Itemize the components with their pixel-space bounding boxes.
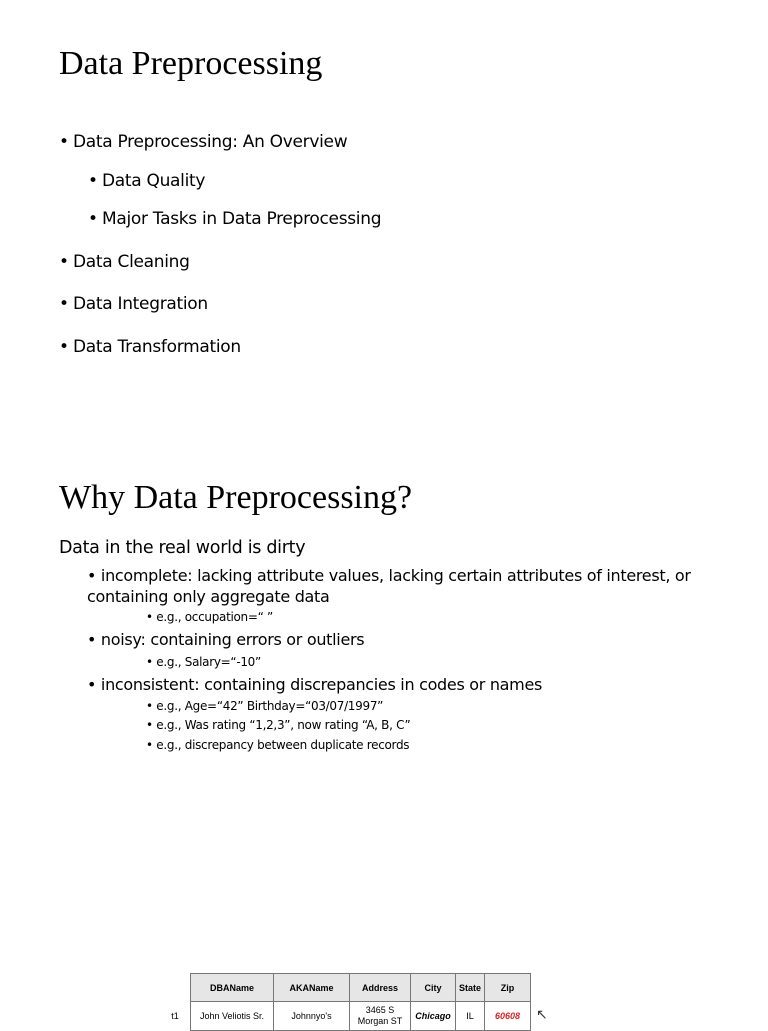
- header-dbaname: DBAName: [191, 974, 274, 1002]
- inconsistent-example-rating: • e.g., Was rating “1,2,3”, now rating “A, B, C”: [146, 718, 411, 732]
- cell-city: Chicago: [411, 1002, 456, 1031]
- bullet-data-integration: • Data Integration: [59, 294, 208, 314]
- inconsistent-example-age: • e.g., Age=“42” Birthday=“03/07/1997”: [146, 699, 384, 713]
- bullet-data-transformation: • Data Transformation: [59, 337, 241, 357]
- noisy-example: • e.g., Salary=“-10”: [146, 655, 261, 669]
- header-address: Address: [350, 974, 411, 1002]
- table-header-row: [160, 974, 531, 1002]
- bullet-dot: •: [88, 171, 98, 191]
- bullet-overview: • Data Preprocessing: An Overview: [59, 132, 348, 152]
- bullet-dot: •: [88, 209, 98, 229]
- table-row: [160, 1002, 531, 1031]
- cell-state: IL: [456, 1002, 485, 1031]
- header-zip: Zip: [485, 974, 531, 1002]
- inconsistent-item: • inconsistent: containing discrepancies in codes or names: [87, 675, 543, 694]
- slide2-title: Why Data Preprocessing?: [59, 479, 413, 516]
- header-city: City: [411, 974, 456, 1002]
- cell-dbaname: John Veliotis Sr.: [191, 1002, 274, 1031]
- dirty-data-heading: Data in the real world is dirty: [59, 538, 306, 558]
- bullet-dot: •: [59, 252, 69, 272]
- cell-zip: 60608: [485, 1002, 531, 1031]
- row-id-header: [160, 974, 191, 1002]
- incomplete-example: • e.g., occupation=“ ”: [146, 610, 273, 624]
- bullet-dot: •: [59, 337, 69, 357]
- bullet-major-tasks: • Major Tasks in Data Preprocessing: [88, 209, 382, 229]
- records-table: [160, 973, 531, 1031]
- incomplete-item: • incomplete: lacking attribute values, lacking certain attributes of interest, or containing only aggregate data: [87, 566, 691, 606]
- bullet-dot: •: [59, 294, 69, 314]
- bullet-data-cleaning: • Data Cleaning: [59, 252, 190, 272]
- bullet-data-quality: • Data Quality: [88, 171, 206, 191]
- arrow-icon: ↖: [536, 1006, 548, 1022]
- header-state: State: [456, 974, 485, 1002]
- row-id: t1: [171, 1011, 179, 1021]
- cell-address: 3465 S Morgan ST: [350, 1002, 411, 1031]
- slide1-title: Data Preprocessing: [59, 45, 323, 82]
- bullet-dot: •: [59, 132, 69, 152]
- cell-akaname: Johnnyo's: [274, 1002, 350, 1031]
- noisy-item: • noisy: containing errors or outliers: [87, 630, 365, 649]
- inconsistent-example-duplicates: • e.g., discrepancy between duplicate records: [146, 738, 410, 752]
- header-akaname: AKAName: [274, 974, 350, 1002]
